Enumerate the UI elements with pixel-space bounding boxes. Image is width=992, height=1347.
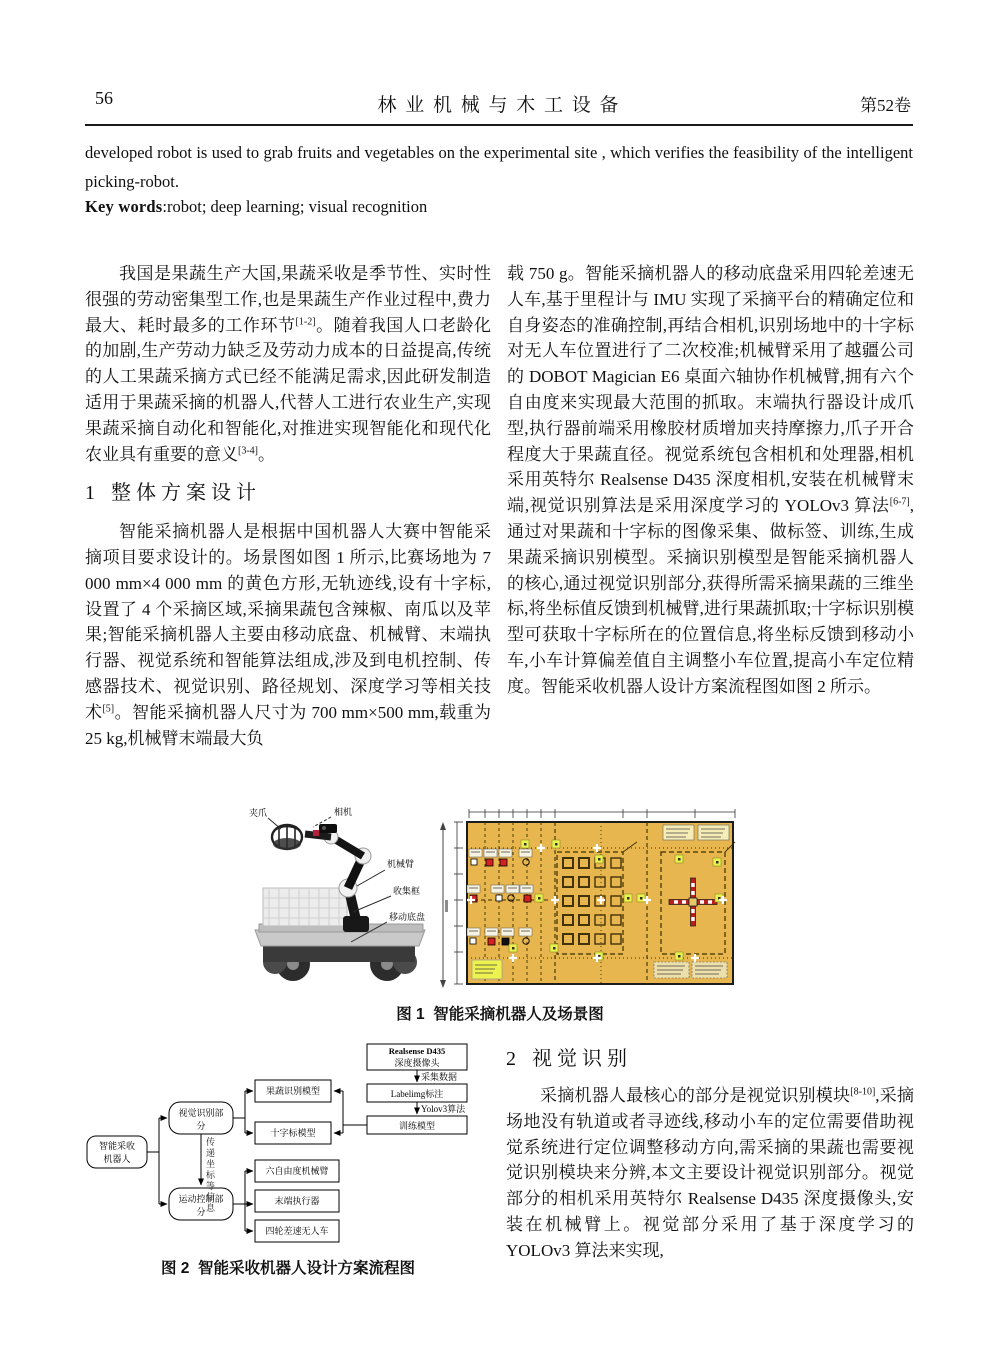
node-vision-line2: 分: [196, 1121, 206, 1131]
section1-heading: [85, 481, 491, 507]
section1-number: 1: [85, 482, 95, 505]
intro-paragraph: 我国是果蔬生产大国,果蔬采收是季节性、实时性很强的劳动密集型工作,也是果蔬生产作业过程中,费力最大、耗时最多的工作环节[1-2]。随着我国人口老龄化的加剧,生产劳动力缺乏及劳动力成本的日益提高,传统的人工果蔬采摘方式已经不能满足需求,因此研发制造适用于果蔬采摘的机器人,代替人工进行农业生产,实现果蔬采摘自动化和智能化,对推进实现智能化和现代化农业具有重要的意义[3-4]。: [85, 264, 491, 464]
label-gripper: 夹爪: [249, 808, 268, 818]
node-vision-line1: 视觉识别部: [178, 1108, 224, 1118]
section1-paragraph-right: 载 750 g。智能采摘机器人的移动底盘采用四轮差速无人车,基于里程计与 IMU 实现了采摘平台的精确定位和自身姿态的准确控制,再结合相机,识别场地中的十字标对无人车位置进行了二次校准;机械臂采用了越疆公司的 DOBOT Magician E6 桌面六轴协作机械臂,拥有六个自由度来实现最大范围的抓取。末端执行器设计成爪型,执行器前端采用橡胶材质增加夹持摩擦力,爪子开合程度大于果蔬直径。视觉系统包含相机和处理器,相机采用英特尔 Realsense D435 深度相机,安装在机械臂末端,视觉识别算法是采用深度学习的 YOLOv3 算法[6-7],通过对果蔬和十字标的图像采集、做标签、训练,生成果蔬采摘识别模型。采摘识别模型是智能采摘机器人的核心,通过视觉识别部分,获得所需采摘果蔬的三维坐标,将坐标值反馈到机械臂,进行果蔬抓取;十字标识别模型可获取十字标所在的位置信息,将坐标反馈到移动小车,小车计算偏差值自主调整小车位置,提高小车定位精度。智能采收机器人设计方案流程图如图 2 所示。: [507, 264, 914, 696]
height-dimension-line: [440, 822, 448, 988]
figure1-caption: 图 1 智能采摘机器人及场景图: [396, 1006, 604, 1023]
node-labeling-label: Labelimg标注: [390, 1089, 444, 1099]
chassis-base: [263, 946, 415, 962]
section2: [506, 1028, 914, 1264]
section1-paragraph-left: 智能采摘机器人是根据中国机器人大赛中智能采摘项目要求设计的。场景图如图 1 所示,比赛场地为 7 000 mm×4 000 mm 的黄色方形,无轨迹线,设有十字标,设置了 4 个采摘区域,采摘果蔬包含辣椒、南瓜以及苹果;智能采摘机器人主要由移动底盘、机械臂、末端执行器、视觉系统和智能算法组成,涉及到电机控制、传感器技术、视觉识别、路径规划、深度学习等相关技术[5]。智能采摘机器人尺寸为 700 mm×500 mm,载重为 25 kg,机械臂末端最大负: [85, 522, 491, 748]
figure1: [85, 804, 915, 1036]
section2-number: 2: [506, 1048, 516, 1070]
keywords-line: [85, 197, 913, 217]
node-root-line1: 智能采收: [98, 1141, 136, 1151]
design-flowchart: [85, 1040, 487, 1252]
section1-title: 整体方案设计: [111, 482, 261, 505]
collection-crate: [263, 888, 347, 926]
node-arm-label: 六自由度机械臂: [265, 1166, 329, 1176]
edge-yolo-label: Yolov3算法: [421, 1104, 466, 1114]
section2-title: 视觉识别: [532, 1048, 632, 1070]
page-header: [85, 86, 913, 126]
gripper-cage: [272, 825, 302, 850]
node-fruit-model-label: 果蔬识别模型: [265, 1086, 321, 1096]
figure2-caption: 图 2 智能采收机器人设计方案流程图: [160, 1260, 416, 1277]
robot-photo: [235, 804, 457, 996]
figure2: [85, 1040, 491, 1280]
scene-diagram: [451, 806, 745, 992]
left-column: [85, 261, 491, 807]
keywords-value: :robot; deep learning; visual recognition: [162, 197, 428, 216]
node-root-line2: 机器人: [103, 1154, 131, 1164]
journal-title: 林 业 机 械 与 木 工 设 备: [377, 95, 621, 116]
abstract-english: developed robot is used to grab fruits and vegetables on the experimental site , which verifies the feasibility of the intelligent picking-robot.: [85, 143, 913, 191]
label-basket: 收集框: [393, 886, 421, 896]
label-chassis: 移动底盘: [389, 912, 426, 922]
node-cross-model-label: 十字标模型: [270, 1128, 316, 1138]
node-effector-label: 末端执行器: [274, 1196, 320, 1206]
section2-heading: [506, 1042, 914, 1071]
node-camera-line2: 深度摄像头: [394, 1058, 440, 1068]
label-camera: 相机: [334, 807, 353, 817]
page-number: 56: [95, 88, 113, 108]
volume-label: 第52卷: [860, 96, 911, 115]
edge-transfer-label: 传递坐标等信息: [205, 1137, 215, 1214]
right-column: [507, 261, 914, 785]
node-camera-line1: Realsense D435: [388, 1046, 446, 1056]
label-arm: 机械臂: [387, 859, 415, 869]
node-motion-line1: 运动控制部: [178, 1194, 224, 1204]
node-training-label: 训练模型: [398, 1121, 436, 1131]
node-car-label: 四轮差速无人车: [265, 1226, 329, 1236]
node-motion-line2: 分: [196, 1207, 206, 1217]
depth-camera: [319, 824, 337, 833]
keywords-label: Key words: [85, 197, 163, 216]
edge-collect-label: 采集数据: [421, 1072, 458, 1082]
section2-paragraph: 采摘机器人最核心的部分是视觉识别模块[8-10],采摘场地没有轨道或者寻迹线,移动小车的定位需要借助视觉系统进行定位调整移动方向,需采摘的果蔬也需要视觉识别模块来分辨,本文主要设计视觉识别部分。视觉部分的相机采用英特尔 Realsense D435 深度摄像头,安装在机械臂上。视觉部分采用了基于深度学习的 YOLOv3 算法来实现,: [506, 1086, 915, 1260]
